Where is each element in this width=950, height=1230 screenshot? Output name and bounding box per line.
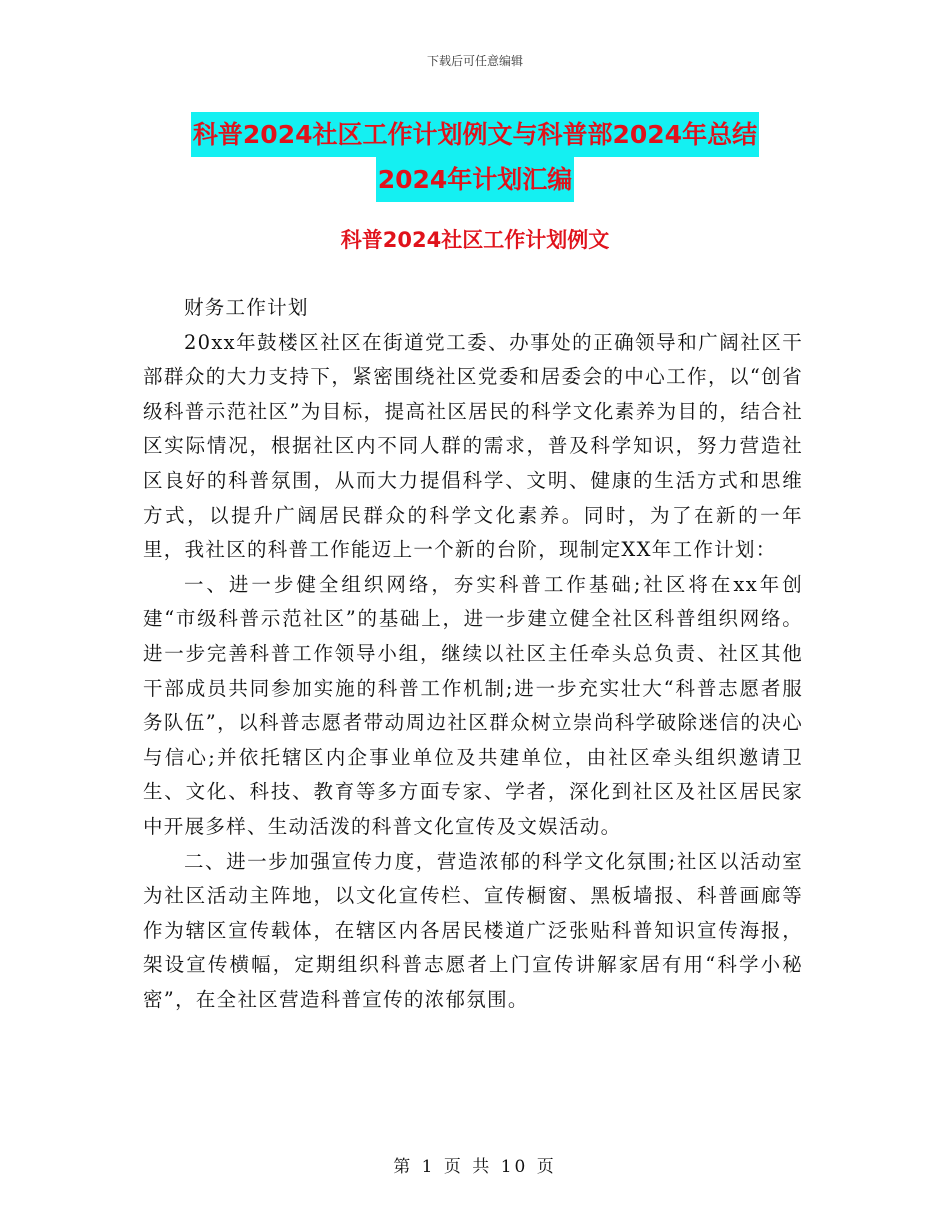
section-title: 科普2024社区工作计划例文 bbox=[340, 228, 610, 252]
paragraph: 20xx年鼓楼区社区在街道党工委、办事处的正确领导和广阔社区干部群众的大力支持下，紧密围绕社区党委和居委会的中心工作，以“创省级科普示范社区”为目标，提高社区居民的科学文化素养为目的，结合社区实际情况，根据社区内不同人群的需求，普及科学知识，努力营造社区良好的科普氛围，从而大力提倡科学、文明、健康的生活方式和思维方式，以提升广阔居民群众的科学文化素养。同时，为了在新的一年里，我社区的科普工作能迈上一个新的台阶，现制定XX年工作计划： bbox=[143, 330, 803, 562]
page-footer: 第 1 页 共 10 页 bbox=[393, 1157, 557, 1177]
title-line-2: 2024年计划汇编 bbox=[376, 157, 575, 202]
paragraph: 财务工作计划 bbox=[183, 296, 309, 319]
document-title bbox=[0, 112, 950, 202]
body-text bbox=[143, 291, 803, 1017]
title-line-1: 科普2024社区工作计划例文与科普部2024年总结 bbox=[191, 112, 759, 157]
header-note: 下载后可任意编辑 bbox=[426, 54, 523, 68]
paragraph: 二、进一步加强宣传力度，营造浓郁的科学文化氛围;社区以活动室为社区活动主阵地，以文化宣传栏、宣传橱窗、黑板墙报、科普画廊等作为辖区宣传载体，在辖区内各居民楼道广泛张贴科普知识宣传海报，架设宣传横幅，定期组织科普志愿者上门宣传讲解家居有用“科学小秘密”，在全社区营造科普宣传的浓郁氛围。 bbox=[143, 849, 803, 1011]
paragraph: 一、进一步健全组织网络，夯实科普工作基础;社区将在xx年创建“市级科普示范社区”的基础上，进一步建立健全社区科普组织网络。进一步完善科普工作领导小组，继续以社区主任牵头总负责、社区其他干部成员共同参加实施的科普工作机制;进一步充实壮大“科普志愿者服务队伍”，以科普志愿者带动周边社区群众树立崇尚科学破除迷信的决心与信心;并依托辖区内企事业单位及共建单位，由社区牵头组织邀请卫生、文化、科技、教育等多方面专家、学者，深化到社区及社区居民家中开展多样、生动活泼的科普文化宣传及文娱活动。 bbox=[143, 572, 803, 838]
